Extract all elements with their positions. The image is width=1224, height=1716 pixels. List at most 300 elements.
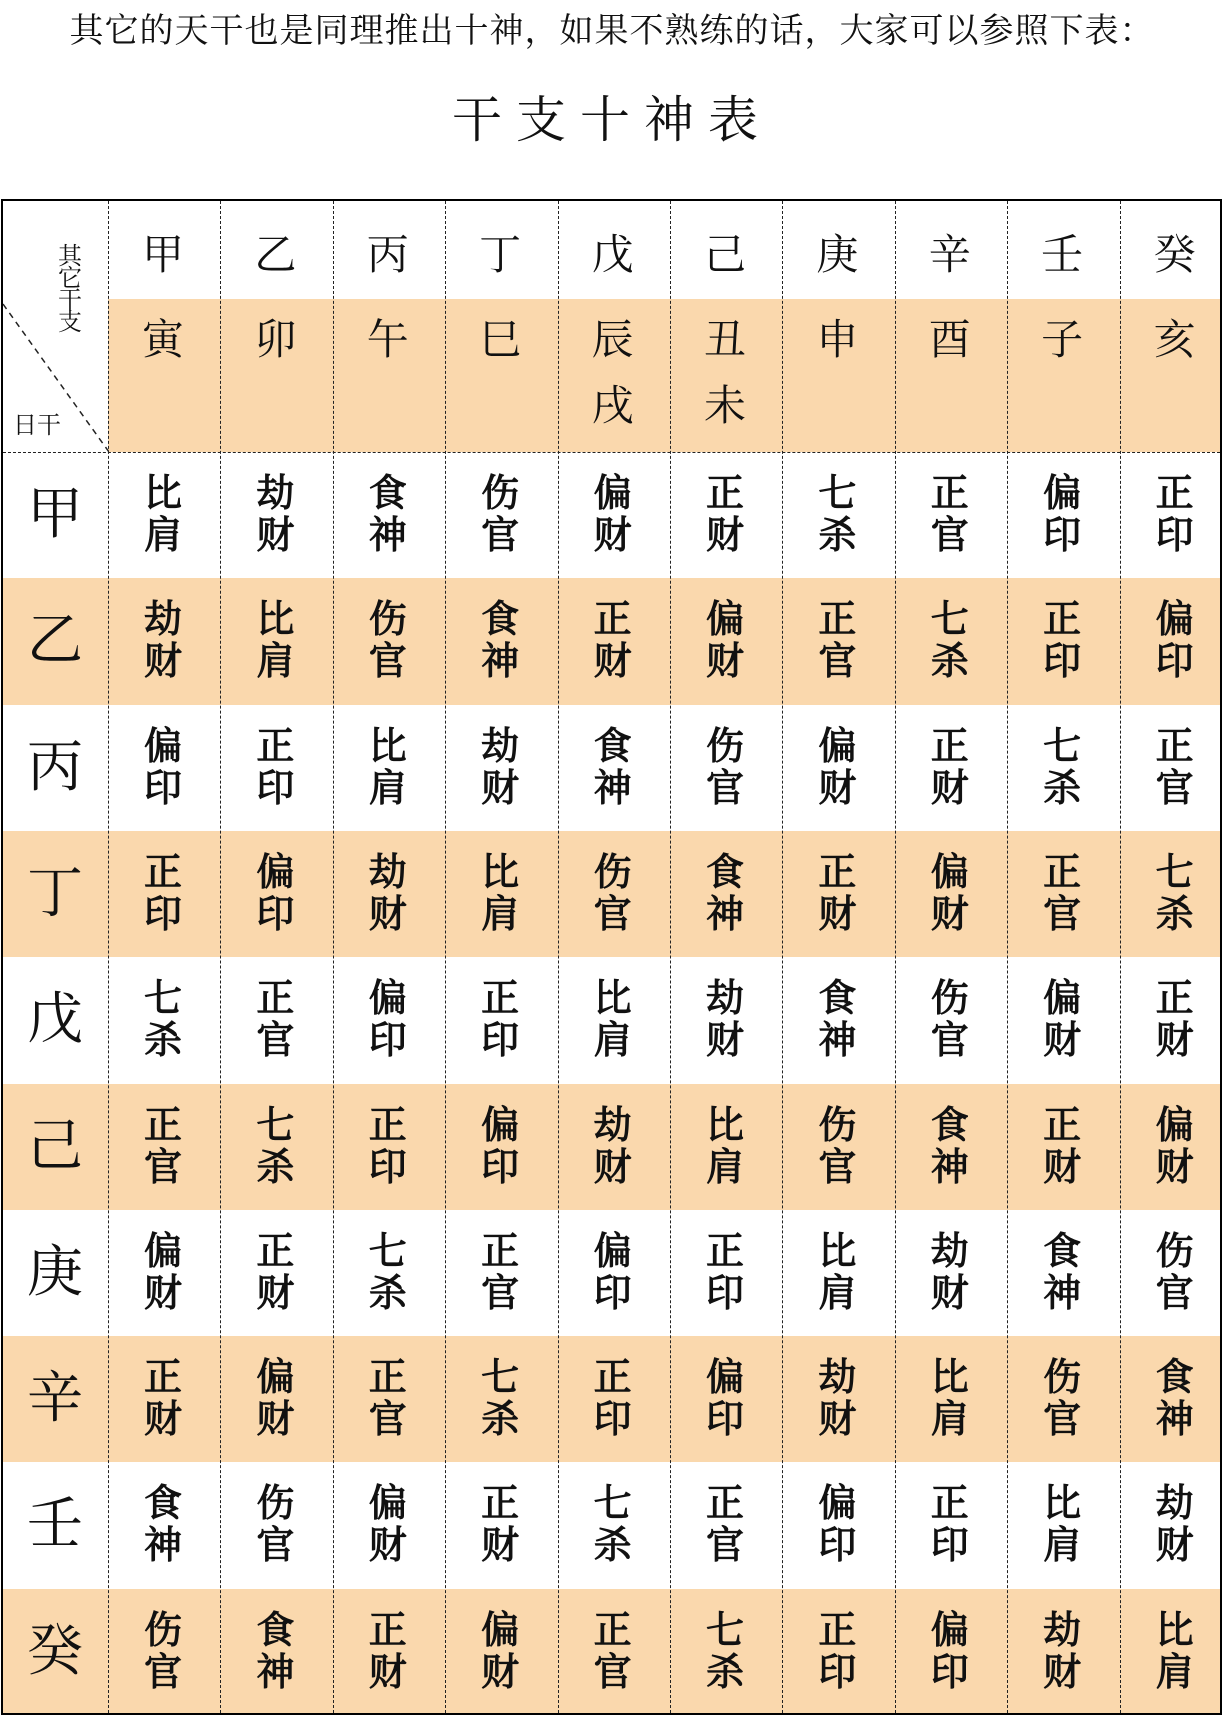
- ten-god-char: 印: [256, 891, 295, 936]
- ten-god-char: 印: [1043, 513, 1082, 557]
- ten-god-cell: [220, 1104, 330, 1188]
- ten-god-cell: [220, 977, 330, 1061]
- ten-god-char: 偏: [930, 849, 969, 894]
- ten-god-char: 印: [143, 891, 182, 936]
- ten-god-char: 财: [481, 1649, 520, 1694]
- ten-god-char: 正: [930, 471, 969, 515]
- ten-god-char: 正: [143, 1355, 182, 1400]
- ten-god-char: 比: [705, 1102, 744, 1147]
- ten-god-cell: [445, 598, 555, 682]
- ten-god-cell: [1007, 1104, 1117, 1188]
- ten-god-char: 正: [256, 976, 295, 1021]
- column-branch-header: [1007, 299, 1117, 449]
- ten-god-cell: [670, 977, 780, 1061]
- column-stem-header: 壬: [1041, 230, 1084, 279]
- row-day-stem: 癸: [27, 1618, 83, 1684]
- ten-god-char: 官: [818, 1144, 857, 1189]
- ten-god-char: 神: [368, 513, 407, 557]
- ten-god-cell: [558, 1230, 668, 1314]
- branch-char: 亥: [1153, 315, 1196, 364]
- ten-god-cell: [220, 1230, 330, 1314]
- ten-god-char: 官: [593, 1649, 632, 1694]
- ten-god-cell: [1120, 977, 1222, 1061]
- ten-god-cell: [333, 725, 443, 809]
- ten-god-char: 肩: [1155, 1649, 1194, 1694]
- ten-god-cell: [445, 851, 555, 935]
- ten-god-char: 神: [930, 1144, 969, 1189]
- ten-god-char: 偏: [143, 723, 182, 768]
- ten-god-char: 偏: [481, 1102, 520, 1147]
- ten-god-char: 财: [593, 1144, 632, 1189]
- ten-god-char: 食: [1043, 1228, 1082, 1273]
- column-branch-header: [108, 299, 218, 449]
- ten-god-char: 劫: [705, 976, 744, 1021]
- ten-god-char: 食: [1155, 1355, 1194, 1400]
- ten-god-cell: [445, 1482, 555, 1566]
- ten-god-char: 印: [705, 1397, 744, 1442]
- ten-god-char: 官: [1155, 1270, 1194, 1315]
- ten-god-cell: [558, 472, 668, 556]
- ten-god-cell: [895, 977, 1005, 1061]
- ten-god-cell: [670, 472, 780, 556]
- ten-god-char: 食: [593, 723, 632, 768]
- ten-god-cell: [558, 851, 668, 935]
- ten-god-cell: [220, 725, 330, 809]
- branch-char: 酉: [928, 315, 971, 364]
- ten-god-cell: [333, 1482, 443, 1566]
- column-stem-header: 乙: [254, 230, 297, 279]
- ten-god-cell: [108, 725, 218, 809]
- ten-god-char: 正: [705, 1228, 744, 1273]
- ten-god-cell: [670, 1104, 780, 1188]
- ten-god-char: 官: [705, 1523, 744, 1568]
- ten-god-char: 官: [818, 639, 857, 684]
- ten-god-cell: [333, 1609, 443, 1693]
- ten-god-char: 印: [143, 765, 182, 810]
- ten-god-char: 七: [1155, 849, 1194, 894]
- ten-god-char: 财: [930, 891, 969, 936]
- ten-god-char: 财: [1043, 1018, 1082, 1063]
- ten-god-cell: [895, 1609, 1005, 1693]
- ten-god-cell: [220, 1356, 330, 1440]
- ten-god-char: 肩: [256, 639, 295, 684]
- ten-god-char: 偏: [818, 1481, 857, 1526]
- ten-god-char: 偏: [1155, 597, 1194, 642]
- column-branch-header: [445, 299, 555, 449]
- ten-god-char: 七: [930, 597, 969, 642]
- ten-god-char: 肩: [593, 1018, 632, 1063]
- ten-god-char: 财: [1155, 1018, 1194, 1063]
- ten-god-cell: [445, 1609, 555, 1693]
- ten-god-char: 财: [930, 765, 969, 810]
- ten-god-char: 正: [1043, 849, 1082, 894]
- ten-god-cell: [445, 472, 555, 556]
- ten-god-cell: [333, 598, 443, 682]
- ten-god-char: 偏: [481, 1607, 520, 1652]
- ten-god-cell: [333, 1104, 443, 1188]
- ten-god-char: 食: [481, 597, 520, 642]
- ten-god-cell: [108, 1230, 218, 1314]
- ten-god-char: 七: [481, 1355, 520, 1400]
- ten-god-char: 印: [1155, 639, 1194, 684]
- ten-god-char: 偏: [256, 849, 295, 894]
- ten-god-char: 肩: [143, 513, 182, 557]
- ten-god-cell: [1120, 851, 1222, 935]
- ten-gods-table: [1, 199, 1222, 1715]
- ten-god-char: 伤: [481, 471, 520, 515]
- ten-god-cell: [782, 977, 892, 1061]
- ten-god-char: 正: [481, 976, 520, 1021]
- ten-god-char: 伤: [368, 597, 407, 642]
- ten-god-char: 比: [481, 849, 520, 894]
- ten-god-cell: [1007, 851, 1117, 935]
- ten-god-cell: [558, 598, 668, 682]
- ten-god-char: 杀: [368, 1270, 407, 1315]
- column-stem-header: 癸: [1153, 230, 1196, 279]
- ten-god-char: 财: [930, 1270, 969, 1315]
- ten-god-char: 七: [593, 1481, 632, 1526]
- ten-god-char: 财: [705, 639, 744, 684]
- ten-god-cell: [895, 472, 1005, 556]
- ten-god-cell: [1007, 1356, 1117, 1440]
- ten-god-char: 正: [818, 849, 857, 894]
- ten-god-char: 正: [593, 597, 632, 642]
- ten-god-char: 财: [705, 1018, 744, 1063]
- ten-god-char: 偏: [705, 1355, 744, 1400]
- ten-god-char: 比: [368, 723, 407, 768]
- ten-god-char: 偏: [143, 1228, 182, 1273]
- ten-god-cell: [220, 472, 330, 556]
- ten-god-char: 官: [1043, 1397, 1082, 1442]
- ten-god-char: 食: [930, 1102, 969, 1147]
- column-stem-header: 辛: [928, 230, 971, 279]
- ten-god-char: 财: [705, 513, 744, 557]
- ten-god-char: 财: [256, 1270, 295, 1315]
- ten-god-char: 伤: [593, 849, 632, 894]
- column-branch-header: [895, 299, 1005, 449]
- ten-god-cell: [220, 1482, 330, 1566]
- ten-god-char: 肩: [481, 891, 520, 936]
- ten-god-char: 印: [930, 1523, 969, 1568]
- corner-label-day-stem: 日干: [13, 411, 61, 439]
- ten-god-cell: [1007, 1482, 1117, 1566]
- ten-god-cell: [782, 472, 892, 556]
- ten-god-cell: [220, 1609, 330, 1693]
- ten-god-cell: [670, 1230, 780, 1314]
- ten-god-cell: [108, 1482, 218, 1566]
- ten-god-char: 神: [1043, 1270, 1082, 1315]
- ten-god-cell: [895, 851, 1005, 935]
- ten-god-cell: [782, 1356, 892, 1440]
- ten-god-char: 神: [1155, 1397, 1194, 1442]
- ten-god-char: 印: [481, 1144, 520, 1189]
- ten-god-char: 比: [1043, 1481, 1082, 1526]
- ten-god-char: 劫: [930, 1228, 969, 1273]
- ten-god-char: 正: [1043, 597, 1082, 642]
- ten-god-char: 印: [481, 1018, 520, 1063]
- ten-god-cell: [895, 1356, 1005, 1440]
- ten-god-char: 印: [818, 1523, 857, 1568]
- ten-god-char: 官: [256, 1018, 295, 1063]
- ten-god-cell: [333, 977, 443, 1061]
- ten-god-char: 正: [256, 1228, 295, 1273]
- ten-god-char: 正: [705, 471, 744, 515]
- ten-god-cell: [670, 1609, 780, 1693]
- ten-god-cell: [333, 851, 443, 935]
- row-day-stem: 戊: [27, 987, 83, 1053]
- ten-god-char: 劫: [593, 1102, 632, 1147]
- ten-god-char: 伤: [143, 1607, 182, 1652]
- column-branch-header: [782, 299, 892, 449]
- ten-god-cell: [782, 1482, 892, 1566]
- ten-god-cell: [445, 1230, 555, 1314]
- ten-god-char: 劫: [1043, 1607, 1082, 1652]
- ten-god-cell: [1120, 1482, 1222, 1566]
- ten-god-cell: [108, 851, 218, 935]
- ten-god-char: 劫: [481, 723, 520, 768]
- ten-god-char: 正: [1155, 976, 1194, 1021]
- branch-char: 戌: [591, 381, 634, 430]
- column-stem-header: 戊: [591, 230, 634, 279]
- ten-god-char: 官: [705, 765, 744, 810]
- ten-god-cell: [1120, 598, 1222, 682]
- ten-god-char: 正: [818, 597, 857, 642]
- ten-god-char: 偏: [818, 723, 857, 768]
- ten-god-char: 正: [143, 849, 182, 894]
- branch-char: 午: [366, 315, 409, 364]
- ten-god-char: 神: [143, 1523, 182, 1568]
- ten-god-char: 正: [705, 1481, 744, 1526]
- ten-god-cell: [108, 598, 218, 682]
- ten-god-char: 食: [705, 849, 744, 894]
- ten-god-char: 杀: [593, 1523, 632, 1568]
- ten-god-char: 比: [593, 976, 632, 1021]
- ten-god-cell: [445, 725, 555, 809]
- ten-god-char: 财: [143, 1397, 182, 1442]
- ten-god-char: 七: [143, 976, 182, 1021]
- ten-god-char: 财: [1155, 1523, 1194, 1568]
- ten-god-cell: [895, 1104, 1005, 1188]
- ten-god-cell: [1007, 598, 1117, 682]
- ten-god-char: 正: [593, 1355, 632, 1400]
- ten-god-cell: [782, 1104, 892, 1188]
- column-branch-header: [333, 299, 443, 449]
- ten-god-char: 官: [256, 1523, 295, 1568]
- ten-god-char: 伤: [1043, 1355, 1082, 1400]
- ten-god-char: 正: [593, 1607, 632, 1652]
- ten-god-cell: [670, 851, 780, 935]
- ten-god-cell: [1120, 1609, 1222, 1693]
- ten-god-cell: [108, 977, 218, 1061]
- ten-god-char: 印: [1155, 513, 1194, 557]
- ten-god-char: 七: [256, 1102, 295, 1147]
- ten-god-char: 印: [1043, 639, 1082, 684]
- ten-god-char: 肩: [368, 765, 407, 810]
- ten-god-cell: [782, 1230, 892, 1314]
- ten-god-cell: [895, 725, 1005, 809]
- ten-god-char: 正: [1155, 471, 1194, 515]
- row-day-stem: 丁: [27, 860, 83, 926]
- ten-god-cell: [895, 598, 1005, 682]
- ten-god-char: 财: [481, 1523, 520, 1568]
- branch-char: 申: [816, 315, 859, 364]
- ten-god-char: 官: [930, 513, 969, 557]
- row-day-stem: 乙: [27, 608, 83, 674]
- ten-god-cell: [1007, 472, 1117, 556]
- ten-god-cell: [558, 977, 668, 1061]
- ten-god-char: 财: [818, 1397, 857, 1442]
- ten-god-cell: [782, 851, 892, 935]
- ten-god-cell: [558, 1356, 668, 1440]
- ten-god-char: 印: [705, 1270, 744, 1315]
- ten-god-cell: [670, 725, 780, 809]
- ten-god-cell: [895, 1230, 1005, 1314]
- ten-god-char: 财: [256, 1397, 295, 1442]
- ten-god-char: 偏: [930, 1607, 969, 1652]
- row-day-stem: 己: [27, 1113, 83, 1179]
- row-day-stem: 丙: [27, 734, 83, 800]
- ten-god-cell: [1120, 1230, 1222, 1314]
- ten-god-char: 比: [1155, 1607, 1194, 1652]
- ten-god-cell: [108, 1356, 218, 1440]
- row-day-stem: 甲: [27, 482, 83, 547]
- column-stem-header: 丙: [366, 230, 409, 279]
- header-divider: [3, 452, 1220, 453]
- ten-god-char: 财: [1155, 1144, 1194, 1189]
- ten-god-cell: [895, 1482, 1005, 1566]
- ten-god-char: 神: [818, 1018, 857, 1063]
- ten-god-cell: [333, 1356, 443, 1440]
- ten-god-char: 伤: [705, 723, 744, 768]
- ten-god-char: 正: [481, 1228, 520, 1273]
- ten-god-cell: [558, 725, 668, 809]
- ten-god-char: 劫: [256, 471, 295, 515]
- ten-god-char: 神: [705, 891, 744, 936]
- ten-god-char: 比: [930, 1355, 969, 1400]
- table-title: 干支十神表: [452, 91, 772, 149]
- ten-god-char: 正: [930, 723, 969, 768]
- ten-god-char: 官: [481, 513, 520, 557]
- ten-god-char: 食: [143, 1481, 182, 1526]
- ten-god-char: 神: [593, 765, 632, 810]
- ten-god-char: 印: [256, 765, 295, 810]
- column-branch-header: [670, 299, 780, 449]
- ten-god-char: 偏: [1043, 471, 1082, 515]
- ten-god-char: 偏: [1043, 976, 1082, 1021]
- ten-god-char: 正: [368, 1355, 407, 1400]
- ten-god-cell: [445, 977, 555, 1061]
- ten-god-cell: [108, 1104, 218, 1188]
- ten-god-char: 偏: [368, 976, 407, 1021]
- ten-god-cell: [1007, 977, 1117, 1061]
- ten-god-cell: [108, 472, 218, 556]
- column-stem-header: 庚: [816, 230, 859, 279]
- ten-god-cell: [782, 725, 892, 809]
- ten-god-char: 印: [593, 1397, 632, 1442]
- ten-god-cell: [782, 1609, 892, 1693]
- column-stem-header: 丁: [479, 230, 522, 279]
- ten-god-char: 食: [256, 1607, 295, 1652]
- ten-god-char: 伤: [1155, 1228, 1194, 1273]
- ten-god-char: 正: [481, 1481, 520, 1526]
- column-branch-header: [558, 299, 668, 449]
- ten-god-char: 正: [930, 1481, 969, 1526]
- ten-god-char: 财: [368, 1523, 407, 1568]
- ten-god-char: 财: [368, 1649, 407, 1694]
- ten-god-char: 财: [818, 891, 857, 936]
- ten-god-char: 杀: [705, 1649, 744, 1694]
- ten-god-cell: [445, 1356, 555, 1440]
- branch-char: 子: [1041, 315, 1084, 364]
- ten-god-char: 财: [368, 891, 407, 936]
- ten-god-cell: [220, 851, 330, 935]
- ten-god-cell: [782, 598, 892, 682]
- ten-god-cell: [670, 1356, 780, 1440]
- row-day-stem: 庚: [27, 1239, 83, 1305]
- ten-god-char: 劫: [1155, 1481, 1194, 1526]
- ten-god-char: 印: [368, 1018, 407, 1063]
- ten-god-char: 杀: [143, 1018, 182, 1063]
- branch-char: 巳: [479, 315, 522, 364]
- column-stem-header: 甲: [141, 230, 184, 279]
- row-day-stem: 壬: [27, 1492, 83, 1558]
- column-branch-header: [1120, 299, 1222, 449]
- ten-god-char: 食: [368, 471, 407, 515]
- branch-char: 卯: [254, 315, 297, 364]
- ten-god-char: 劫: [818, 1355, 857, 1400]
- ten-god-char: 杀: [481, 1397, 520, 1442]
- ten-god-cell: [1007, 1609, 1117, 1693]
- ten-god-char: 正: [143, 1102, 182, 1147]
- ten-god-char: 杀: [818, 513, 857, 557]
- ten-god-cell: [445, 1104, 555, 1188]
- ten-god-char: 比: [818, 1228, 857, 1273]
- ten-god-cell: [558, 1104, 668, 1188]
- ten-god-char: 官: [143, 1144, 182, 1189]
- ten-god-char: 财: [143, 1270, 182, 1315]
- ten-god-char: 杀: [256, 1144, 295, 1189]
- ten-god-char: 偏: [593, 471, 632, 515]
- column-stem-header: 己: [703, 230, 746, 279]
- ten-god-char: 比: [256, 597, 295, 642]
- ten-god-cell: [558, 1609, 668, 1693]
- ten-god-char: 神: [481, 639, 520, 684]
- ten-god-char: 偏: [705, 597, 744, 642]
- ten-god-char: 偏: [1155, 1102, 1194, 1147]
- ten-god-char: 正: [1043, 1102, 1082, 1147]
- ten-god-cell: [1007, 1230, 1117, 1314]
- ten-god-cell: [333, 1230, 443, 1314]
- ten-god-char: 伤: [256, 1481, 295, 1526]
- ten-god-char: 肩: [705, 1144, 744, 1189]
- ten-god-char: 劫: [143, 597, 182, 642]
- column-branch-header: [220, 299, 330, 449]
- ten-god-char: 七: [705, 1607, 744, 1652]
- ten-god-char: 神: [256, 1649, 295, 1694]
- intro-text: 其它的天干也是同理推出十神，如果不熟练的话，大家可以参照下表：: [69, 11, 1155, 51]
- ten-god-char: 印: [368, 1144, 407, 1189]
- ten-god-cell: [670, 598, 780, 682]
- ten-god-char: 官: [143, 1649, 182, 1694]
- ten-god-char: 官: [930, 1018, 969, 1063]
- ten-god-char: 七: [818, 471, 857, 515]
- ten-god-char: 印: [818, 1649, 857, 1694]
- branch-char: 寅: [141, 315, 184, 364]
- ten-god-cell: [1120, 725, 1222, 809]
- branch-char: 丑: [703, 315, 746, 364]
- ten-god-char: 官: [368, 1397, 407, 1442]
- ten-god-char: 正: [368, 1607, 407, 1652]
